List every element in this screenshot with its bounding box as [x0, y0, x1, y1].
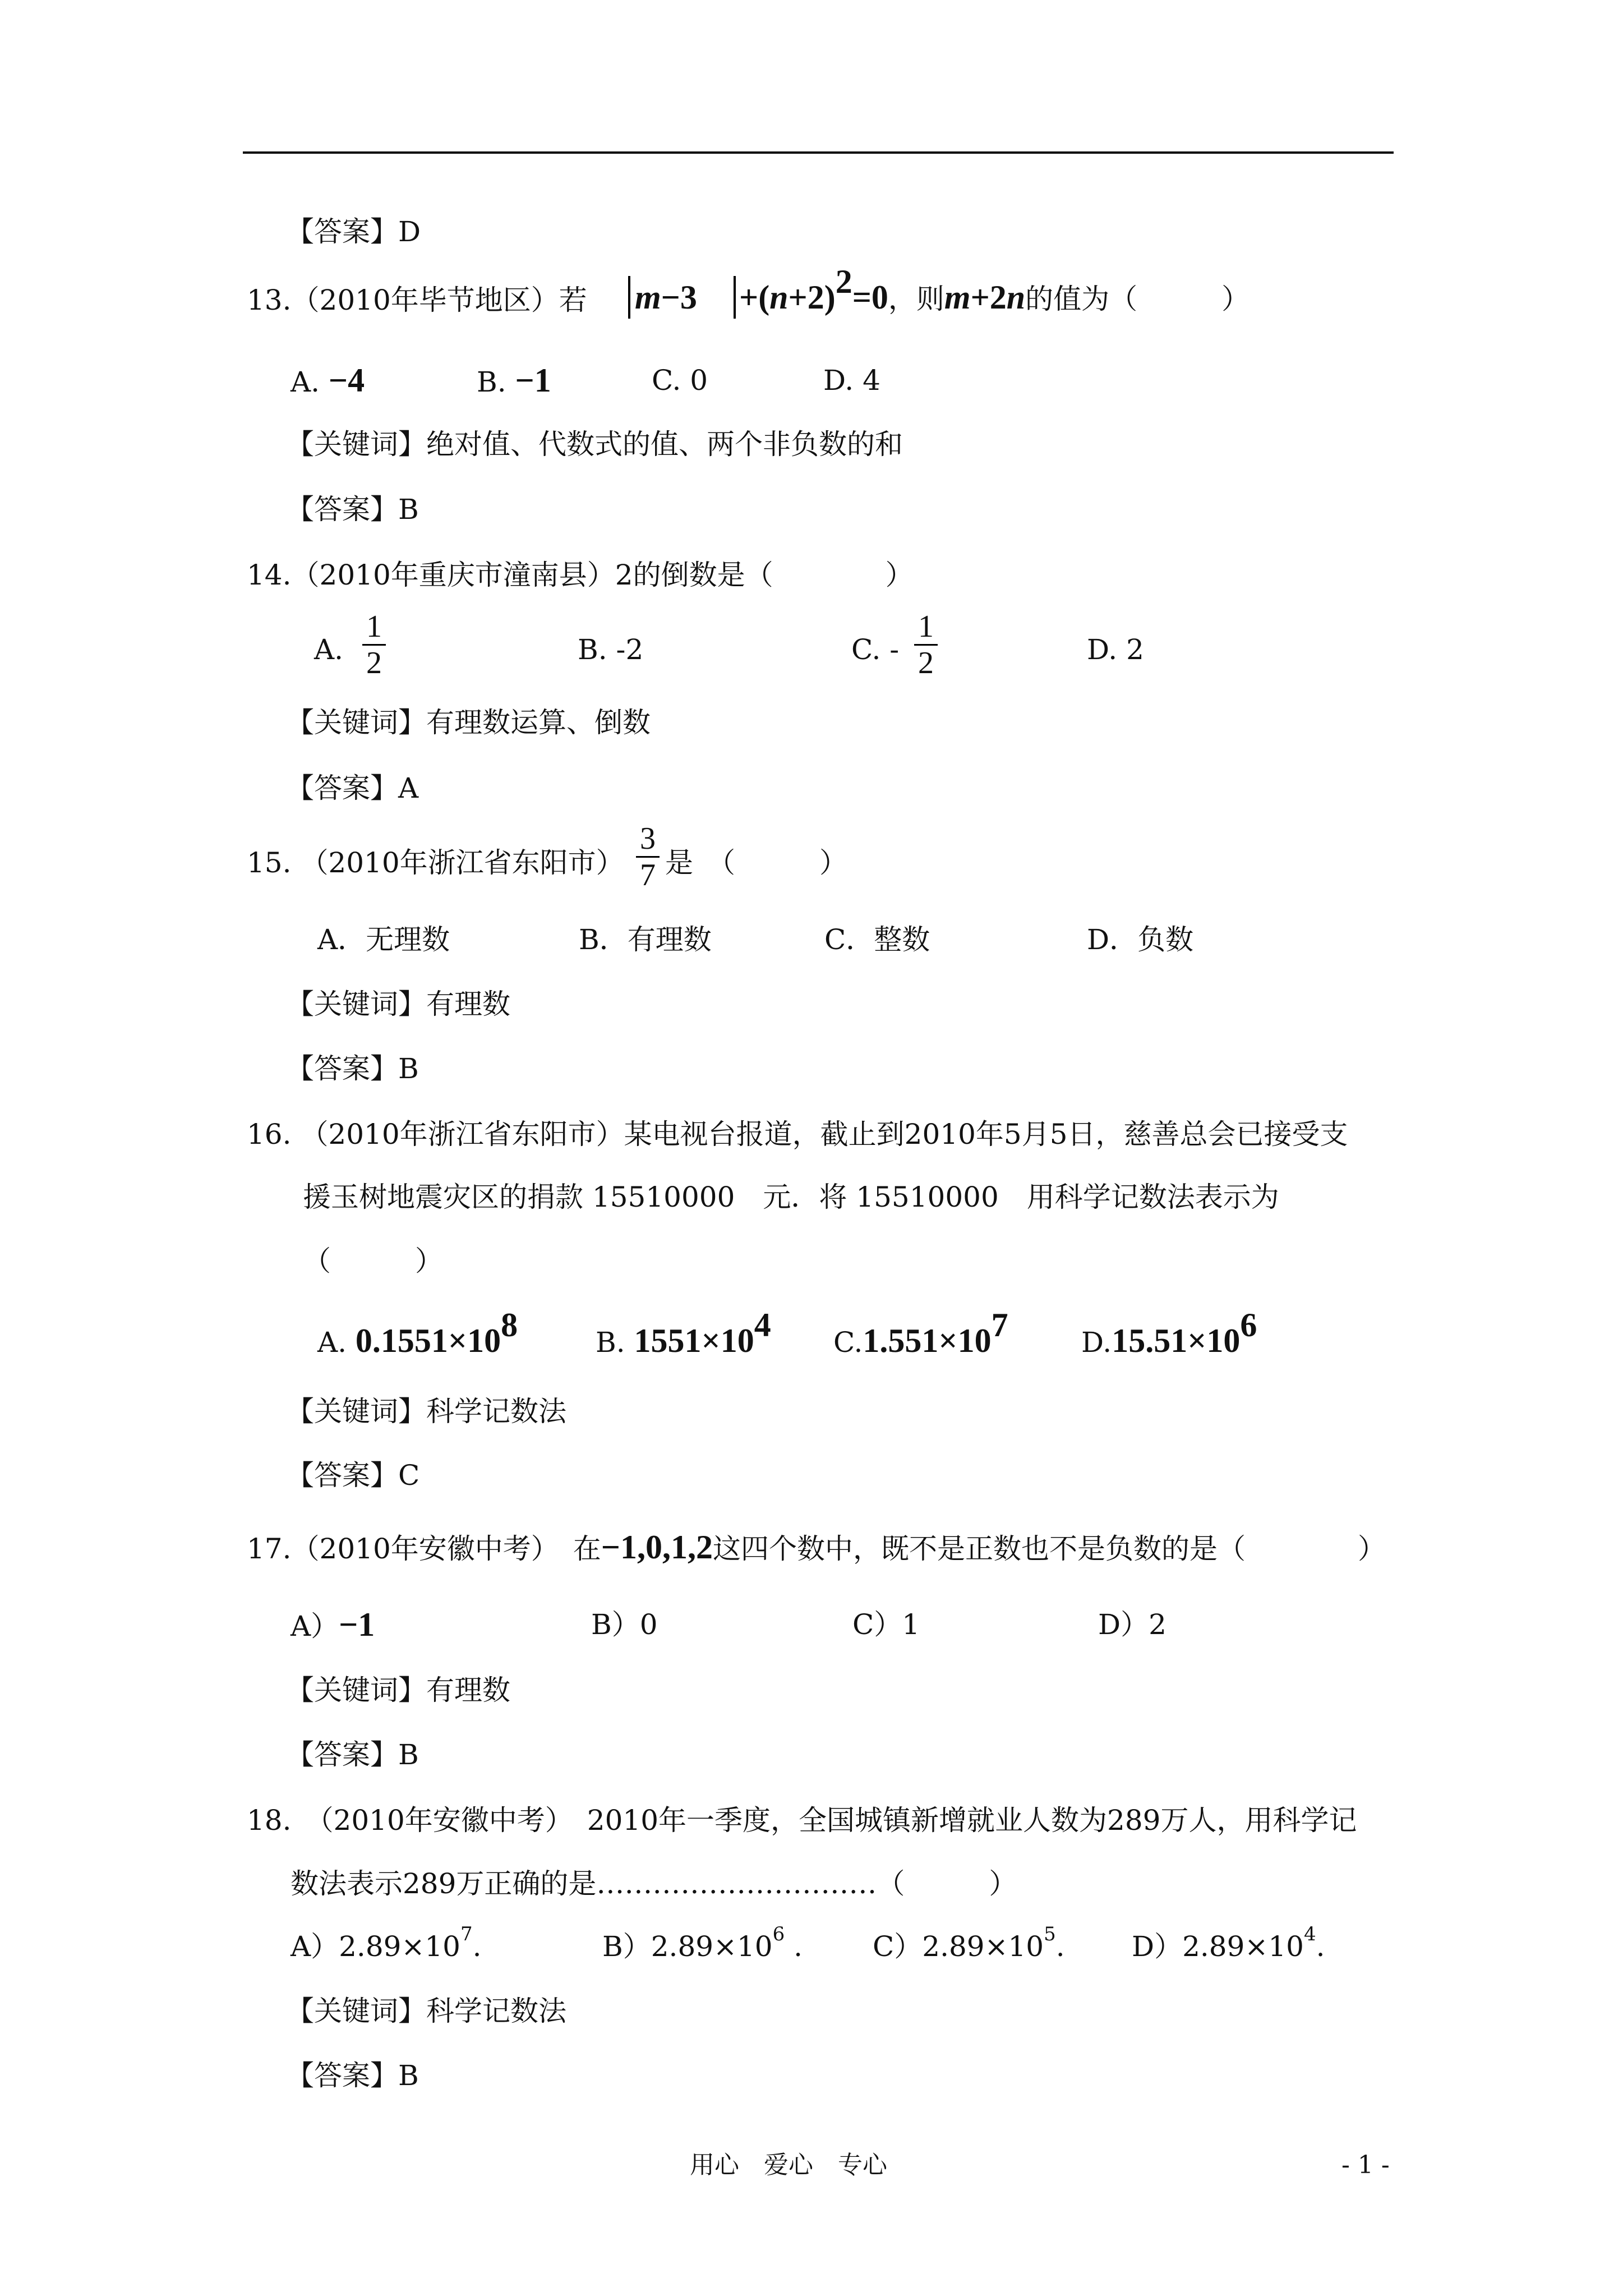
question-line-1: （2010年安徽中考） 2010年一季度，全国城镇新增就业人数为289万人，用科学记: [319, 1804, 1357, 1837]
option-letter: B.: [578, 633, 607, 666]
denominator: 7: [640, 858, 656, 892]
option-letter: D．: [1087, 923, 1138, 956]
q15-answer: [286, 1052, 419, 1085]
q13-option-b: [477, 364, 551, 399]
q17-option-b: [591, 1608, 658, 1641]
answer-value: D: [398, 215, 421, 248]
option-exponent: 4: [1303, 1923, 1316, 1945]
option-letter: A.: [317, 1326, 347, 1359]
q14-option-d: [1087, 633, 1144, 666]
option-letter: D）: [1098, 1608, 1149, 1641]
answer-label: 【答案】: [286, 2059, 398, 2092]
option-letter: B.: [596, 1326, 625, 1359]
option-value: 整数: [874, 923, 930, 956]
plus-paren: +(: [739, 279, 770, 316]
option-letter: C．: [824, 923, 874, 956]
question-line-1: （2010年浙江省东阳市）某电视台报道，截止到2010年5月5日，慈善总会已接受支: [300, 1118, 1348, 1151]
var-m: m: [635, 279, 661, 316]
keywords-label: 【关键词】: [286, 706, 426, 739]
option-value: 2: [1149, 1608, 1166, 1641]
option-value: 无理数: [366, 923, 450, 956]
question-number: 15.: [247, 846, 292, 879]
answer-label: 【答案】: [286, 215, 398, 248]
q18-option-a: [291, 1923, 482, 1963]
option-exponent: 7: [991, 1306, 1008, 1343]
q16-answer: [286, 1458, 419, 1492]
answer-value: B: [398, 2059, 419, 2092]
numerator: 1: [918, 609, 934, 644]
q13-option-c: [652, 364, 708, 397]
q18-option-b: [602, 1923, 803, 1963]
numerator: 1: [366, 609, 382, 644]
option-letter: C）: [873, 1930, 923, 1963]
answer-value: C: [398, 1459, 420, 1492]
minus-3: −3: [661, 279, 697, 316]
option-mantissa: 15.51×10: [1112, 1322, 1241, 1359]
q15-option-a: [317, 923, 450, 956]
option-tail: .: [472, 1930, 482, 1963]
option-value: 0: [690, 364, 708, 397]
q14-option-c-fraction: [912, 610, 940, 679]
q17-option-a: [291, 1608, 375, 1643]
option-mantissa: 1551×10: [634, 1322, 754, 1359]
q15-option-b: [579, 923, 712, 956]
question-16: [247, 1117, 1348, 1151]
denominator: 2: [918, 646, 934, 680]
option-value: 有理数: [627, 923, 712, 956]
keywords-label: 【关键词】: [286, 1395, 426, 1428]
q14-option-a-letter: A.: [314, 633, 344, 666]
q16-option-d: [1081, 1306, 1257, 1359]
option-letter: D.: [1087, 633, 1118, 666]
answer-value: A: [398, 772, 419, 804]
q16-keywords: [286, 1395, 566, 1428]
option-exponent: 6: [1240, 1306, 1257, 1343]
question-number: 14.: [247, 559, 292, 591]
option-letter: D.: [1081, 1326, 1112, 1359]
q15-option-d: [1087, 923, 1193, 956]
option-mantissa: 2.89×10: [651, 1930, 773, 1963]
denominator: 2: [366, 646, 382, 680]
q14-option-c: [851, 633, 899, 666]
footer-center-text: 用心 爱心 专心: [690, 2151, 887, 2179]
option-letter: C.: [851, 633, 881, 666]
q13-answer: [286, 493, 419, 526]
answer-value: B: [398, 1052, 419, 1085]
question-number: 18.: [247, 1804, 292, 1837]
exponent: 2: [835, 263, 852, 300]
q13-option-d: [823, 364, 880, 397]
question-source: （2010年浙江省东阳市）: [300, 846, 624, 879]
option-letter: D）: [1132, 1930, 1183, 1963]
q18-keywords: [286, 1994, 566, 2028]
question-number: 13.: [247, 284, 292, 316]
q18-option-d: [1132, 1923, 1325, 1963]
option-mantissa: 2.89×10: [1182, 1930, 1304, 1963]
question-18: [247, 1803, 1357, 1837]
option-letter: B）: [591, 1608, 640, 1641]
option-letter: B.: [477, 366, 506, 398]
answer-label: 【答案】: [286, 493, 398, 526]
q13-keywords: [286, 427, 903, 461]
keywords-text: 绝对值、代数式的值、两个非负数的和: [426, 428, 903, 461]
keywords-text: 科学记数法: [426, 1395, 566, 1428]
option-letter: C.: [833, 1326, 863, 1359]
keywords-label: 【关键词】: [286, 428, 426, 461]
var-n2: n: [1006, 279, 1026, 316]
q17-keywords: [286, 1673, 510, 1707]
q17-option-c: [852, 1608, 920, 1641]
q14-option-a-fraction: [360, 610, 388, 679]
question-tail: 这四个数中，既不是正数也不是负数的是（ ）: [712, 1533, 1386, 1565]
question-tail: 的值为（ ）: [1025, 283, 1250, 315]
equals-zero: =0: [852, 279, 888, 316]
question-line-2: 数法表示289万正确的是…………………………（ ）: [291, 1867, 1017, 1900]
question-number: 16.: [247, 1118, 292, 1151]
question-number: 17.: [247, 1533, 292, 1565]
option-value: -2: [616, 633, 644, 666]
option-value: −1: [339, 1606, 375, 1643]
option-value: 2: [1126, 633, 1144, 666]
then-text: ，则: [888, 283, 944, 315]
q16-option-c: [833, 1306, 1008, 1359]
top-answer: [286, 215, 421, 249]
option-letter: A．: [317, 923, 366, 956]
answer-label: 【答案】: [286, 1052, 398, 1085]
question-source: （2010年安徽中考） 在: [291, 1533, 601, 1565]
plus-2b: +2: [970, 279, 1007, 316]
option-exponent: 8: [501, 1306, 518, 1343]
var-n: n: [769, 279, 789, 316]
var-m2: m: [944, 279, 971, 316]
option-letter: C）: [852, 1608, 902, 1641]
answer-label: 【答案】: [286, 1738, 398, 1771]
numerator: 3: [640, 821, 656, 856]
option-letter: A）: [291, 1610, 339, 1642]
option-tail: .: [1316, 1930, 1325, 1963]
option-letter: D.: [823, 364, 854, 397]
answer-value: B: [398, 1738, 419, 1771]
q16-option-a: [317, 1306, 518, 1359]
question-source: （2010年毕节地区）若: [291, 284, 587, 316]
question-text: （2010年重庆市潼南县）2的倒数是（ ）: [291, 559, 914, 591]
option-value: 4: [863, 364, 880, 397]
question-15: [247, 846, 624, 880]
question-18-line-2: [291, 1867, 1017, 1901]
option-mantissa: 0.1551×10: [355, 1322, 501, 1359]
option-exponent: 4: [754, 1306, 771, 1343]
equation-rest: [739, 263, 1250, 316]
q18-answer: [286, 2059, 419, 2092]
q15-tail: 是 （ ）: [665, 846, 847, 879]
q17-answer: [286, 1738, 419, 1772]
option-exponent: 5: [1044, 1923, 1056, 1945]
option-tail: .: [785, 1930, 803, 1963]
keywords-text: 有理数运算、倒数: [426, 706, 651, 739]
option-letter: B）: [602, 1930, 651, 1963]
answer-label: 【答案】: [286, 1459, 398, 1492]
option-mantissa: 1.551×10: [863, 1322, 992, 1359]
q15-option-c: [824, 923, 930, 956]
keywords-text: 有理数: [426, 988, 510, 1020]
answer-label: 【答案】: [286, 772, 398, 804]
keywords-label: 【关键词】: [286, 988, 426, 1020]
abs-bar-right: [734, 276, 736, 319]
plus-2: +2): [788, 279, 836, 316]
option-mantissa: 2.89×10: [339, 1930, 460, 1963]
option-letter: B．: [579, 923, 628, 956]
q14-option-b: [578, 633, 643, 666]
keywords-label: 【关键词】: [286, 1995, 426, 2027]
number-list: −1,0,1,2: [601, 1529, 713, 1566]
option-value: 负数: [1137, 923, 1194, 956]
option-exponent: 6: [772, 1923, 785, 1945]
page-number: - 1 -: [1341, 2151, 1390, 2179]
question-13: [247, 283, 587, 317]
q15-fraction: [634, 822, 662, 891]
q14-keywords: [286, 706, 651, 739]
option-letter: A.: [291, 366, 320, 398]
question-14: [247, 558, 914, 592]
option-exponent: 7: [460, 1923, 473, 1945]
q15-keywords: [286, 987, 510, 1021]
equation: [635, 280, 697, 316]
question-16-line-2: 援玉树地震灾区的捐款 15510000 元．将 15510000 用科学记数法表示为: [303, 1181, 1279, 1213]
question-17: [247, 1530, 1386, 1566]
q14-answer: [286, 771, 418, 805]
question-16-line-3: （ ）: [303, 1245, 443, 1277]
answer-value: B: [398, 493, 419, 526]
option-value: −4: [328, 362, 365, 399]
option-tail: .: [1055, 1930, 1065, 1963]
abs-bar-left: [628, 276, 630, 319]
option-letter: A）: [291, 1930, 339, 1963]
option-mantissa: 2.89×10: [922, 1930, 1044, 1963]
keywords-text: 有理数: [426, 1674, 510, 1706]
option-value: −1: [515, 362, 551, 399]
option-value: 0: [639, 1608, 658, 1641]
keywords-label: 【关键词】: [286, 1674, 426, 1706]
option-letter: C.: [652, 364, 681, 397]
q16-option-b: [596, 1306, 771, 1359]
header-rule: [243, 151, 1394, 154]
q18-option-c: [873, 1923, 1065, 1963]
q13-option-a: [291, 364, 365, 399]
keywords-text: 科学记数法: [426, 1995, 566, 2027]
option-sign: -: [889, 633, 900, 666]
option-value: 1: [902, 1608, 920, 1641]
q17-option-d: [1098, 1608, 1166, 1641]
